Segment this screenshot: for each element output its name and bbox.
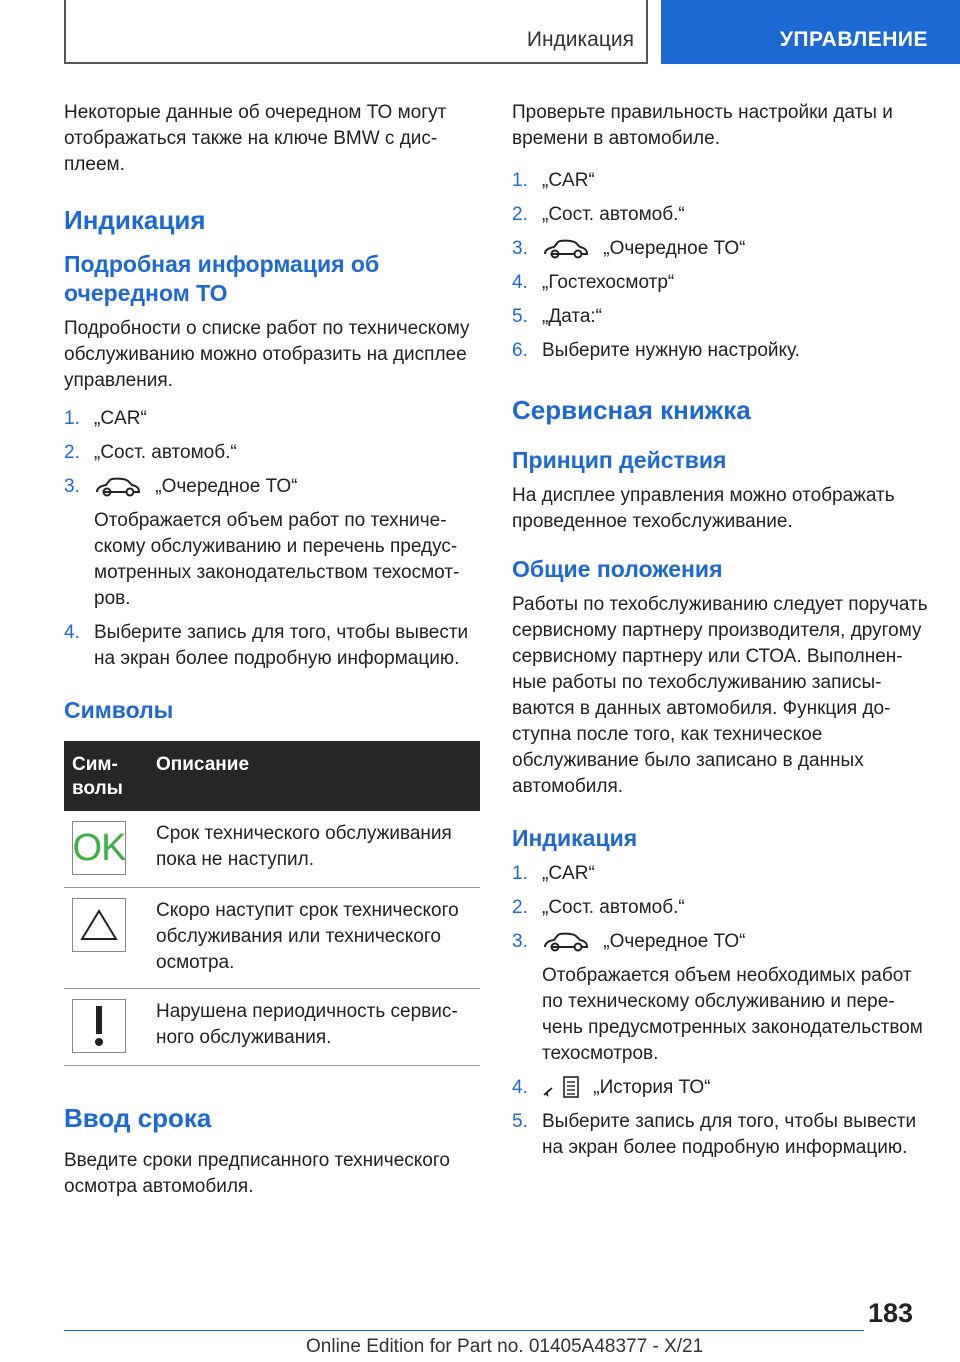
heading-indication-right: Индикация <box>512 825 638 851</box>
list-item: 5. „Дата:“ <box>512 306 603 327</box>
table-cell-description: Скоро наступит срок технического обслуживания или технического осмотра. <box>148 888 480 989</box>
step-detail: Отображается объем работ по техниче-скому обслуживанию и перечень предус-мотренных законодательством техосмот-ров. <box>94 510 460 609</box>
details-paragraph: Подробности о списке работ по техническому обслуживанию можно отобразить на дисплее управления. <box>64 318 470 391</box>
list-item: 2. „Сост. автомоб.“ <box>512 897 685 918</box>
exclamation-icon <box>72 999 126 1053</box>
table-header-symbol: Сим-волы <box>64 741 148 811</box>
step-detail: Отображается объем необходимых работ по техническому обслуживанию и пере-чень предусмотренных законодательством техосмотров. <box>542 965 923 1064</box>
left-column <box>64 100 480 1212</box>
heading-enter-date: Ввод срока <box>64 1103 212 1133</box>
enter-paragraph: Введите сроки предписанного технического осмотра автомобиля. <box>64 1150 450 1197</box>
symbols-table <box>64 741 480 1066</box>
heading-symbols: Символы <box>64 697 174 723</box>
list-item: 4. Выберите запись для того, чтобы вывести на экран более подробную информацию. <box>64 622 469 669</box>
car-icon <box>542 931 590 953</box>
date-steps <box>512 168 928 364</box>
list-item: 3. „Очередное ТО“ <box>512 238 746 259</box>
table-row <box>64 811 480 888</box>
check-paragraph: Проверьте правильность настройки даты и времени в автомобиле. <box>512 102 893 149</box>
details-steps <box>64 406 480 672</box>
list-item: 1. „CAR“ <box>64 408 147 429</box>
list-item: 4. „Гостехосмотр“ <box>512 272 675 293</box>
list-item: 4. „История ТО“ <box>512 1077 711 1098</box>
list-item: 6. Выберите нужную настройку. <box>512 340 800 361</box>
footer-divider <box>64 1330 864 1331</box>
footer-edition: Online Edition for Part no. 01405A48377 - X/21 <box>306 1336 704 1357</box>
table-header-row <box>64 741 480 811</box>
heading-service-book: Сервисная книжка <box>512 395 751 425</box>
list-item: 5. Выберите запись для того, чтобы вывести на экран более подробную информацию. <box>512 1111 917 1158</box>
service-history-steps <box>512 861 928 1161</box>
service-history-icon <box>542 1075 580 1099</box>
list-item: 3. „Очередное ТО“ Отображается объем необходимых работ по техническому обслуживанию и пере-чень предусмотренных законодательством техосмотров. <box>512 929 928 1067</box>
list-item: 2. „Сост. автомоб.“ <box>512 204 685 225</box>
table-cell-description: Нарушена периодичность сервис-ного обслуживания. <box>148 989 480 1066</box>
table-row <box>64 989 480 1066</box>
warning-triangle-icon <box>72 898 126 952</box>
list-item: 3. „Очередное ТО“ Отображается объем работ по техниче-скому обслуживанию и перечень предус-мотренных законодательством техосмот-ров. <box>64 474 480 612</box>
list-item: 1. „CAR“ <box>512 170 595 191</box>
list-item: 1. „CAR“ <box>512 863 595 884</box>
table-row <box>64 888 480 989</box>
ok-icon: OK <box>72 821 126 875</box>
table-cell-description: Срок технического обслуживания пока не наступил. <box>148 811 480 888</box>
car-icon <box>94 476 142 498</box>
header-section-tab[interactable]: УПРАВЛЕНИЕ <box>661 0 960 64</box>
list-item: 2. „Сост. автомоб.“ <box>64 442 237 463</box>
intro-paragraph: Некоторые данные об очередном ТО могут отображаться также на ключе BMW с дис-плеем. <box>64 102 447 175</box>
heading-general: Общие положения <box>512 556 723 582</box>
header-title-box <box>64 0 648 64</box>
heading-details: Подробная информация об очередном ТО <box>64 251 380 306</box>
principle-paragraph: На дисплее управления можно отображать проведенное техобслуживание. <box>512 485 895 532</box>
car-icon <box>542 238 590 260</box>
heading-indication: Индикация <box>64 205 206 235</box>
table-header-description: Описание <box>148 741 480 811</box>
right-column <box>512 100 928 1173</box>
general-paragraph: Работы по техобслуживанию следует поручать сервисному партнеру производителя, другому сервисному партнеру или СТОА. Выполнен-ные работы по техобслуживанию записы-ваются в данных автомобиля. Функция до-ступна после того, как техническое обслуживание было записано в данных автомобиля. <box>512 594 928 797</box>
page-number: 183 <box>868 1298 914 1328</box>
header-title: Индикация <box>526 28 634 51</box>
heading-principle: Принцип действия <box>512 447 727 473</box>
